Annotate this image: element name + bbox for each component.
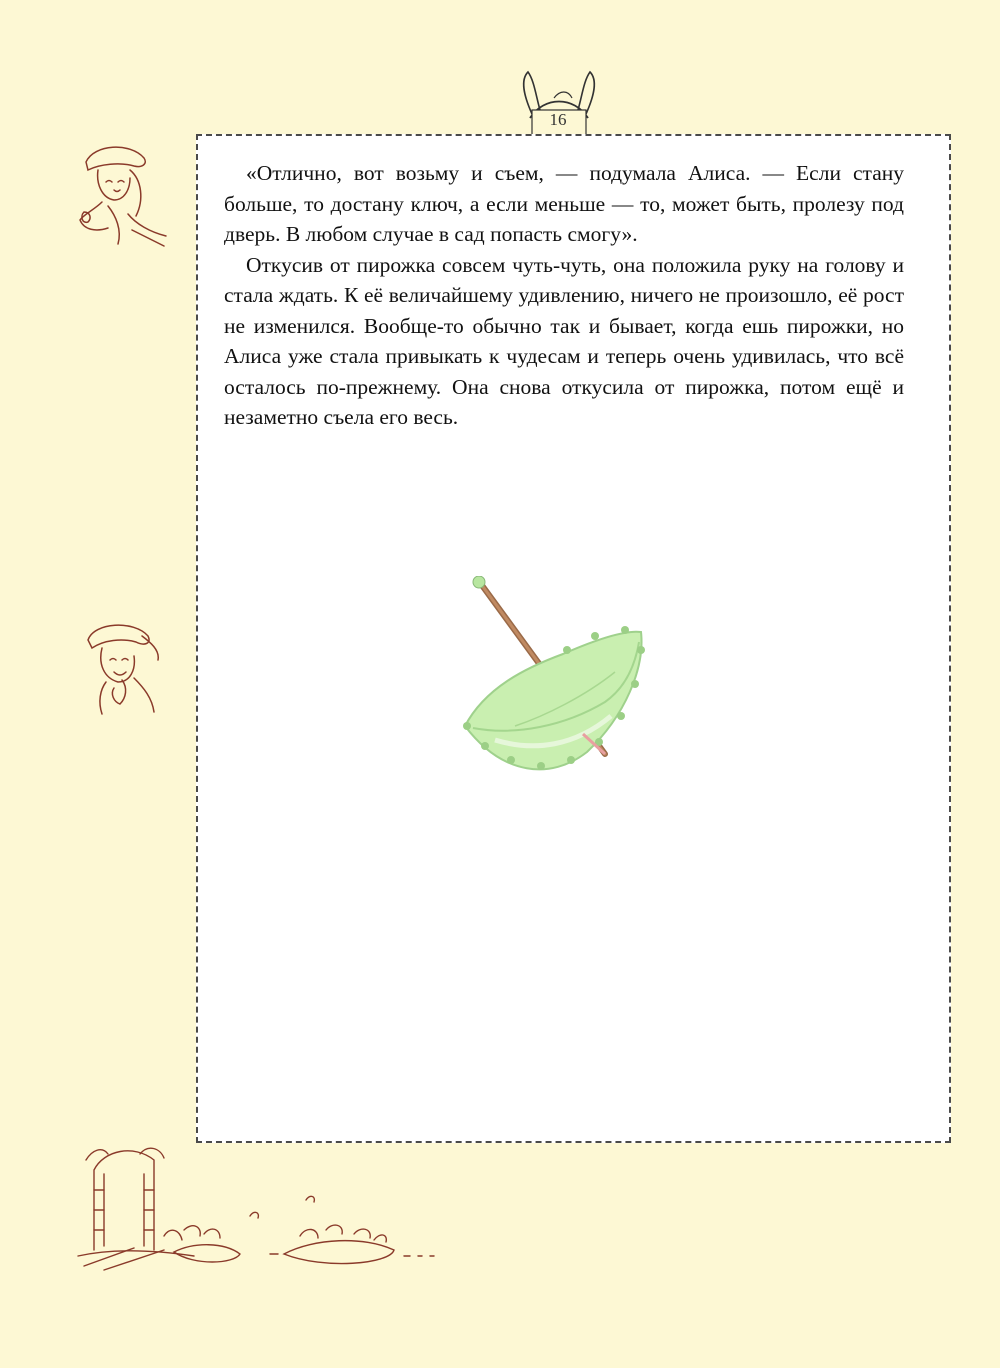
- page-text: [224, 158, 904, 433]
- paragraph-2: Откусив от пирожка совсем чуть-чуть, она положила руку на голову и стала ждать. К её величайшему удивлению, ничего не произошло, её рост не изменился. Вообще-то обычно так и бывает, когда ешь пирожки, но Алиса уже стала привыкать к чудесам и теперь очень удивилась, что всё осталось по-прежнему. Она снова откусила от пирожка, потом ещё и незаметно съела его весь.: [224, 252, 904, 429]
- umbrella-illustration: [455, 576, 655, 786]
- alice-sketch-middle: [80, 618, 170, 718]
- page-number: 16: [549, 110, 567, 129]
- paragraph-1: «Отлично, вот возьму и съем, — подумала Алиса. — Если стану больше, то достану ключ, а если меньше — то, может быть, пролезу под дверь. В любом случае в сад попасть смогу».: [224, 161, 904, 246]
- garden-sketch: [74, 1130, 454, 1280]
- alice-sketch-top: [72, 140, 172, 250]
